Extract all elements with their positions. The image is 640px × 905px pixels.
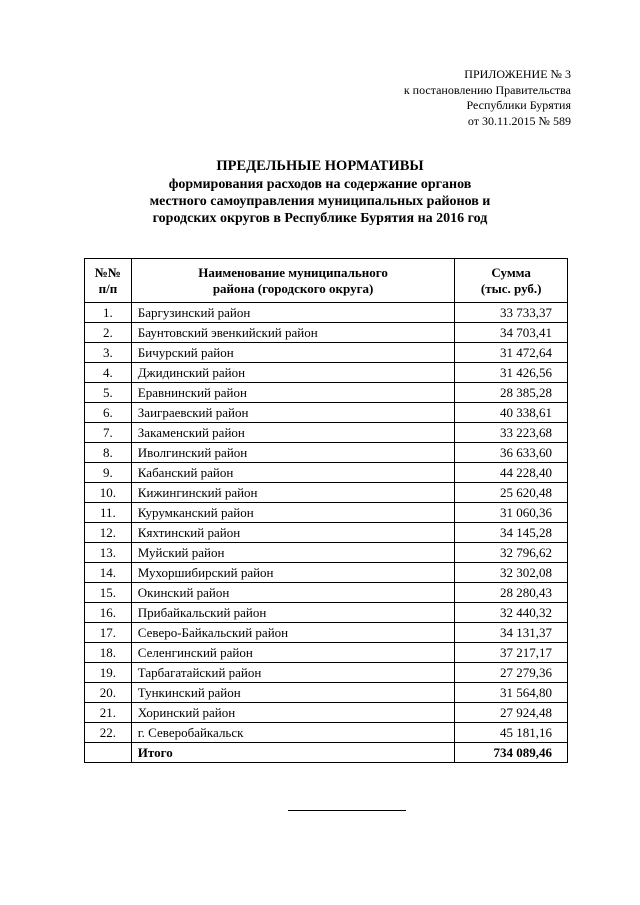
row-sum: 31 060,36	[455, 503, 568, 523]
row-name: Хоринский район	[131, 703, 455, 723]
row-name: Окинский район	[131, 583, 455, 603]
row-name: Селенгинский район	[131, 643, 455, 663]
total-label: Итого	[131, 743, 455, 763]
row-name: Кижингинский район	[131, 483, 455, 503]
row-name: Заиграевский район	[131, 403, 455, 423]
table-row	[85, 343, 568, 363]
row-name: Еравнинский район	[131, 383, 455, 403]
row-sum: 36 633,60	[455, 443, 568, 463]
table-row	[85, 623, 568, 643]
row-number: 7.	[85, 423, 132, 443]
row-number: 17.	[85, 623, 132, 643]
table-row	[85, 723, 568, 743]
row-name: Баргузинский район	[131, 303, 455, 323]
table-row	[85, 703, 568, 723]
row-name: Кабанский район	[131, 463, 455, 483]
document-title	[0, 158, 640, 227]
row-name: Баунтовский эвенкийский район	[131, 323, 455, 343]
total-row	[85, 743, 568, 763]
table-header-row	[85, 259, 568, 303]
header-sum: Сумма (тыс. руб.)	[455, 259, 568, 303]
row-number: 10.	[85, 483, 132, 503]
header-name: Наименование муниципального района (городского округа)	[131, 259, 455, 303]
row-sum: 31 564,80	[455, 683, 568, 703]
closing-line	[288, 810, 406, 811]
attachment-header	[404, 67, 571, 129]
row-number: 4.	[85, 363, 132, 383]
table-row	[85, 643, 568, 663]
row-name: Муйский район	[131, 543, 455, 563]
row-name: Бичурский район	[131, 343, 455, 363]
row-number: 6.	[85, 403, 132, 423]
row-number: 5.	[85, 383, 132, 403]
row-number: 20.	[85, 683, 132, 703]
table-row	[85, 323, 568, 343]
row-number: 18.	[85, 643, 132, 663]
row-name: Тункинский район	[131, 683, 455, 703]
table-row	[85, 523, 568, 543]
row-number: 3.	[85, 343, 132, 363]
row-name: Иволгинский район	[131, 443, 455, 463]
row-sum: 34 145,28	[455, 523, 568, 543]
limits-table	[84, 258, 568, 763]
row-number: 2.	[85, 323, 132, 343]
row-sum: 28 385,28	[455, 383, 568, 403]
table-row	[85, 543, 568, 563]
row-name: Мухоршибирский район	[131, 563, 455, 583]
table-row	[85, 383, 568, 403]
row-sum: 27 279,36	[455, 663, 568, 683]
row-sum: 27 924,48	[455, 703, 568, 723]
row-name: Курумканский район	[131, 503, 455, 523]
total-number-cell	[85, 743, 132, 763]
row-number: 14.	[85, 563, 132, 583]
table-row	[85, 603, 568, 623]
row-number: 12.	[85, 523, 132, 543]
row-sum: 33 223,68	[455, 423, 568, 443]
row-sum: 25 620,48	[455, 483, 568, 503]
row-name: Закаменский район	[131, 423, 455, 443]
row-number: 19.	[85, 663, 132, 683]
table-body	[85, 303, 568, 743]
table-row	[85, 683, 568, 703]
row-name: Кяхтинский район	[131, 523, 455, 543]
row-sum: 33 733,37	[455, 303, 568, 323]
row-name: Джидинский район	[131, 363, 455, 383]
row-sum: 31 426,56	[455, 363, 568, 383]
attachment-title: ПРИЛОЖЕНИЕ № 3	[464, 67, 571, 81]
attachment-date-number: от 30.11.2015 № 589	[467, 113, 571, 128]
table-row	[85, 363, 568, 383]
row-sum: 32 302,08	[455, 563, 568, 583]
row-number: 1.	[85, 303, 132, 323]
title-line-4: городских округов в Республике Бурятия на 2016 год	[152, 211, 488, 226]
title-main: ПРЕДЕЛЬНЫЕ НОРМАТИВЫ	[216, 158, 424, 174]
row-name: Тарбагатайский район	[131, 663, 455, 683]
row-number: 13.	[85, 543, 132, 563]
table-row	[85, 583, 568, 603]
attachment-reference: к постановлению Правительства	[403, 82, 571, 97]
title-line-3: местного самоуправления муниципальных районов и	[149, 194, 491, 209]
row-number: 9.	[85, 463, 132, 483]
table-row	[85, 463, 568, 483]
table-row	[85, 443, 568, 463]
row-sum: 34 131,37	[455, 623, 568, 643]
row-sum: 32 440,32	[455, 603, 568, 623]
table-row	[85, 483, 568, 503]
title-line-2: формирования расходов на содержание органов	[168, 177, 472, 192]
row-number: 22.	[85, 723, 132, 743]
table-row	[85, 503, 568, 523]
table-row	[85, 663, 568, 683]
row-name: Прибайкальский район	[131, 603, 455, 623]
attachment-republic: Республики Бурятия	[466, 98, 571, 112]
row-sum: 37 217,17	[455, 643, 568, 663]
header-number: №№ п/п	[85, 259, 132, 303]
row-number: 8.	[85, 443, 132, 463]
row-number: 16.	[85, 603, 132, 623]
row-name: Северо-Байкальский район	[131, 623, 455, 643]
row-sum: 44 228,40	[455, 463, 568, 483]
row-sum: 28 280,43	[455, 583, 568, 603]
row-sum: 32 796,62	[455, 543, 568, 563]
row-number: 15.	[85, 583, 132, 603]
row-number: 21.	[85, 703, 132, 723]
table-row	[85, 303, 568, 323]
row-number: 11.	[85, 503, 132, 523]
table-row	[85, 423, 568, 443]
row-sum: 34 703,41	[455, 323, 568, 343]
row-sum: 31 472,64	[455, 343, 568, 363]
row-sum: 45 181,16	[455, 723, 568, 743]
table-row	[85, 403, 568, 423]
row-name: г. Северобайкальск	[131, 723, 455, 743]
table-row	[85, 563, 568, 583]
row-sum: 40 338,61	[455, 403, 568, 423]
total-sum: 734 089,46	[455, 743, 568, 763]
